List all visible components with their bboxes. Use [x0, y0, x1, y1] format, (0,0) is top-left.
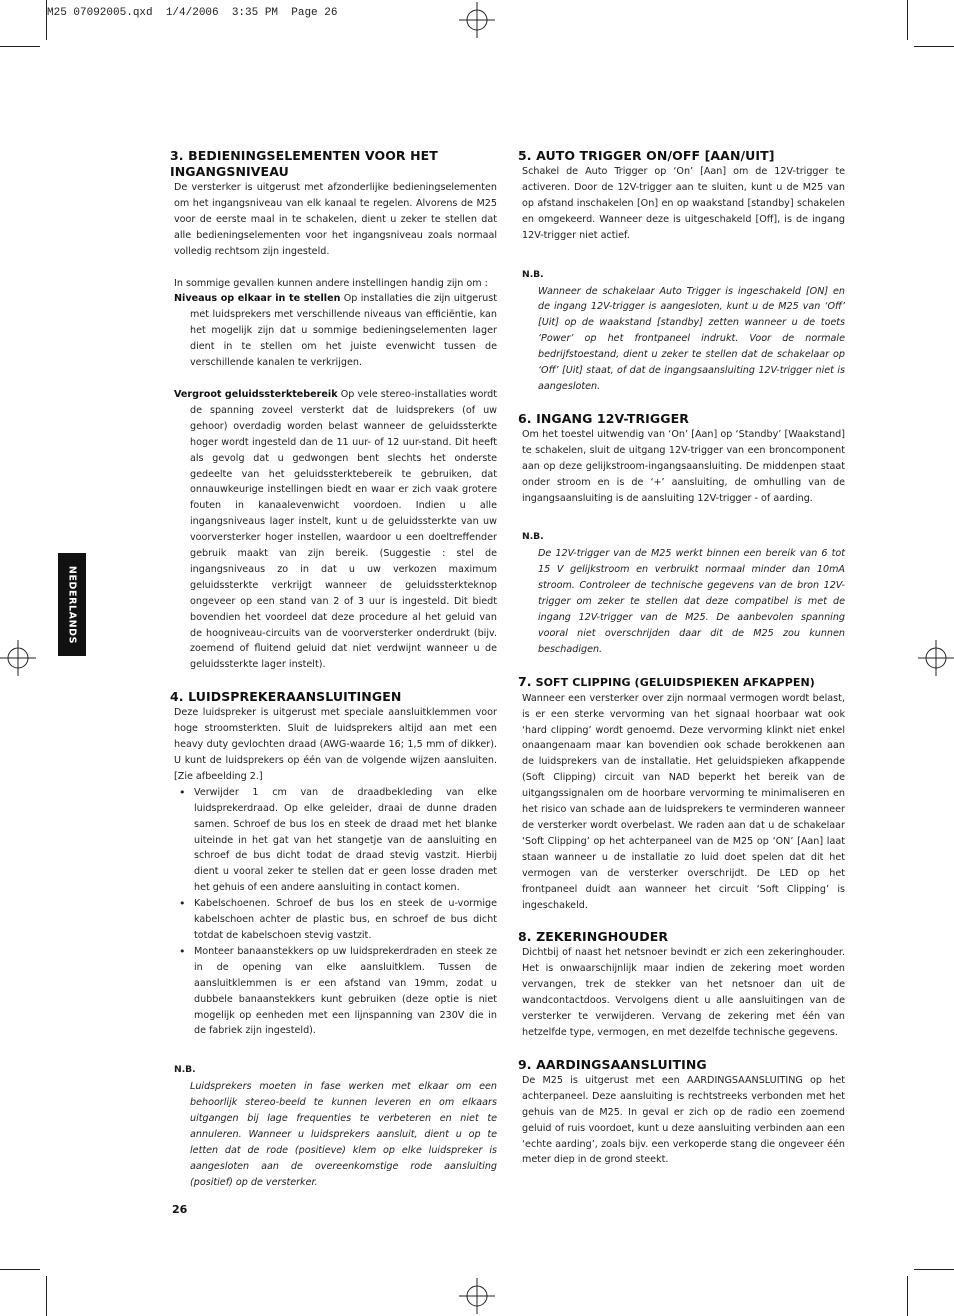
definition-item [174, 387, 497, 673]
crop-mark [46, 1276, 47, 1316]
section-body [170, 705, 497, 1039]
page-number: 26 [172, 1203, 188, 1216]
section-auto-trigger [518, 148, 845, 395]
registration-mark-icon [0, 640, 36, 676]
section-heading: 6. INGANG 12V-TRIGGER [518, 410, 690, 426]
right-column [518, 148, 845, 1184]
definition-text: Op installaties die zijn uitgerust met luidsprekers met verschillende niveaus van efficiëntie, kan het mogelijk zijn dat u sommige bedieningselementen lager dient in te stellen om het juiste evenwicht tussen de verschillende kanalen te verkrijgen. [190, 293, 497, 369]
bullet-list [174, 785, 497, 1040]
paragraph: Wanneer een versterker over zijn normaal vermogen wordt belast, is er een sterke vervorming van het signaal hoorbaar wat ook ‘hard clipping’ wordt genoemd. Deze vervorming klinkt niet enkel onaangenaam maar kan bovendien ook schade berokkenen aan de luidsprekers van de installatie. Het geluidspieken afkappende (Soft Clipping) circuit van NAD beperkt het bereik van de uitgangssignalen om de hoorbare vervorming te minimaliseren en het risico van schade aan de luidsprekers te verminderen wanneer de versterker wordt overbelast. We raden aan dat u de schakelaar ‘Soft Clipping’ op het achterpaneel van de M25 op ‘ON’ [Aan] laat staan wanneer u de installatie zo luid doet spelen dat dit het vermogen van de versterker overschrijdt. De LED op het frontpaneel duidt aan wanneer het circuit ‘Soft Clipping’ is ingeschakeld. [522, 692, 845, 911]
paragraph: De versterker is uitgerust met afzonderlijke bedieningselementen om het ingangsniveau van elk kanaal te regelen. Alvorens de M25 voor de eerste maal in te schakelen, dient u zeker te stellen dat alle bedieningselementen voor het ingangsniveau zoals normaal volledig rechtsom zijn ingesteld. [174, 182, 497, 257]
section-heading: 8. ZEKERINGHOUDER [518, 929, 669, 945]
section-heading: 5. AUTO TRIGGER ON/OFF [AAN/UIT] [518, 148, 775, 163]
note-label: N.B. [522, 268, 544, 280]
crop-mark [914, 46, 954, 47]
registration-mark-icon [459, 1278, 495, 1314]
section-speaker-connections [170, 689, 497, 1190]
registration-mark-icon [918, 640, 954, 676]
language-tab-label: NEDERLANDS [66, 565, 78, 644]
registration-mark-icon [459, 2, 495, 38]
section-body [518, 427, 845, 507]
crop-mark [0, 46, 40, 47]
crop-mark [907, 1276, 908, 1316]
list-item: • Verwijder 1 cm van de draadbekleding van elke luidsprekerdraad. Op elke geleider, draai de dunne draden samen. Schroef de bus los en steek de draad met het blanke uiteinde in het gat van het stangetje van de aansluiting en schroef de bus dicht todat de draad stevig vastzit. Hierbij dient u vooral zeker te stellen dat er geen losse draden met het gehuis of een andere aansluiting in contact komen. [194, 785, 497, 896]
section-body [518, 945, 845, 1040]
paragraph: Schakel de Auto Trigger op ‘On’ [Aan] om de 12V-trigger te activeren. Door de 12V-trigger aan te sluiten, kunt u de M25 van op afstand inschakelen [On] en op waakstand [standby] schakelen en omgekeerd. Wanneer deze is uitgeschakeld [Off], is de ingang 12V-trigger niet actief. [522, 166, 845, 241]
section-heading: 4. LUIDSPREKERAANSLUITINGEN [170, 689, 402, 705]
paragraph: In sommige gevallen kunnen andere instellingen handig zijn om : [174, 277, 488, 289]
section-soft-clipping [518, 674, 845, 914]
note-label: N.B. [522, 531, 544, 543]
section-ground-connection [518, 1057, 845, 1168]
paragraph: Om het toestel uitwendig van ‘On’ [Aan] op ‘Standby’ [Waakstand] te schakelen, sluit de uitgang 12V-trigger van een broncomponent aan op deze gelijkstroom-ingangsaansluiting. De middenpen staat onder stroom en is de ‘+’ aansluiting, de omhulling van de ingangsaansluiting is de aansluiting 12V-trigger - of aarding. [522, 428, 845, 504]
definition-term: Vergroot geluidssterktebereik [174, 388, 338, 400]
section-heading: 9. AARDINGSAANSLUITING [518, 1056, 707, 1072]
section-input-level-controls [170, 148, 497, 673]
section-fuse-holder [518, 929, 845, 1040]
section-body [518, 691, 845, 914]
crop-mark [907, 0, 908, 40]
list-item: • Monteer banaanstekkers op uw luidsprekerdraden en steek ze in de opening van elke aansluitklem. Tussen de aansluitklemmen is er een afstand van 19mm, zodat u dubbele banaanstekkers kunt gebruiken (deze optie is niet mogelijk op eenheden met een lijnspanning van 230V die in de fabriek zijn ingesteld). [194, 944, 497, 1039]
section-heading: 3. BEDIENINGSELEMENTEN VOOR HET INGANGSNIVEAU [170, 148, 438, 179]
left-column [170, 148, 497, 1207]
note-label: N.B. [174, 1064, 196, 1076]
definition-item [174, 291, 497, 371]
section-heading [518, 674, 845, 691]
definition-term: Niveaus op elkaar in te stellen [174, 293, 341, 305]
note-text: Luidsprekers moeten in fase werken met elkaar om een behoorlijk stereo-beeld te kunnen leveren en om elkaars uitgangen bij lage frequenties te verbeteren en niet te annuleren. Wanneer u luidsprekers aansluit, dient u op te letten dat de rode (positieve) klem op elke luidspreker is aangesloten aan de overeenkomstige rode aansluiting (positief) op de versterker. [190, 1081, 497, 1188]
crop-mark [914, 1269, 954, 1270]
section-body [170, 180, 497, 673]
note-text: Wanneer de schakelaar Auto Trigger is ingeschakeld [ON] en de ingang 12V-trigger is aangesloten, kunt u de M25 van ‘Off’ [Uit] op de waakstand [standby] zetten wanneer u de toets ‘Power’ op het frontpaneel indrukt. Voor de normale bedrijfstoestand, dient u zeker te stellen dat de schakelaar op ‘Off’ [Uit] staat, of dat de ingangsaansluiting 12V-trigger niet is aangesloten. [538, 285, 845, 392]
heading-text: SOFT CLIPPING (GELUIDSPIEKEN AFKAPPEN) [531, 675, 815, 689]
crop-mark [46, 0, 47, 40]
list-item: • Kabelschoenen. Schroef de bus los en steek de u-vormige kabelschoen achter de plastic bus, en schroef de bus dicht totdat de kabelschoen stevig vastzit. [194, 896, 497, 944]
section-body [518, 1073, 845, 1168]
crop-mark [0, 1269, 40, 1270]
paragraph: De M25 is uitgerust met een AARDINGSAANSLUITING op het achterpaneel. Deze aansluiting is rechtstreeks verbonden met het gehuis van de M25. In geval er zich op de radio een zoemend geluid of ruis voordoet, kunt u deze aansluiting verbinden aan een ‘echte aarding’, zoals bijv. een verkoperde stang die ongeveer één meter diep in de grond steekt. [522, 1074, 845, 1166]
section-body [518, 164, 845, 244]
print-slug: M25 07092005.qxd 1/4/2006 3:35 PM Page 26 [47, 7, 338, 19]
definition-text: Op vele stereo-installaties wordt de spanning zoveel versterkt dat de luidsprekers (of uw gehoor) overdadig worden belast wanneer de geluidssterkte hoger wordt ingesteld dan de 11 uur- of 12 uur-stand. Dit heeft als gevolg dat u gedwongen bent slechts het onderste gedeelte van het geluidssterktebereik te gebruiken, dat onnauwkeurige instellingen biedt en waar er zich vaak grotere fouten in kanaalevenwicht voordoen. Indien u alle ingangsniveaus lager instelt, kunt u de geluidssterkte van uw voorversterker hoger instellen, waardoor u een doeltreffender gebruik maakt van zijn bereik. (Suggestie : stel de ingangsniveaus zo in dat u uw verkozen maximum geluidssterkte verkrijgt wanneer de geluidssterkteknop ongeveer op een stand van 2 of 3 uur is ingesteld. Dit biedt bovendien het voordeel dat deze procedure al het geluid van de hoogniveau-circuits van de voorversterker onderdrukt (bijv. zoemend of fluitend geluid dat niet verdwijnt wanneer u de geluidssterkte lager instelt). [190, 388, 498, 671]
paragraph: Dichtbij of naast het netsnoer bevindt er zich een zekeringhouder. Het is onwaarschijnlijk maar indien de zekering moet worden vervangen, trek de stekker van het netsnoer dan uit de wandcontactdoos. Vervolgens dient u alle aansluitingen van de versterker te verwijderen. Vervang de zekering met één van hetzelfde type, vermogen, en met dezelfde technische gegevens. [522, 947, 845, 1038]
language-side-tab [58, 553, 86, 656]
heading-number: 7. [518, 673, 532, 689]
paragraph: Deze luidspreker is uitgerust met speciale aansluitklemmen voor hoge stroomsterkten. Sluit de luidsprekers altijd aan met een heavy duty gevlochten draad (AWG-waarde 16; 1,5 mm of dikker). U kunt de luidsprekers op één van de volgende wijzen aansluiten. [Zie afbeelding 2.] [174, 707, 497, 782]
note-text: De 12V-trigger van de M25 werkt binnen een bereik van 6 tot 15 V gelijkstroom en verbruikt normaal minder dan 10mA stroom. Controleer de technische gegevens van de bron 12V-trigger om zeker te stellen dat deze compatibel is met de ingang 12V-trigger van de M25. De aanbevolen spanning vooral niet overschrijden daar dit de M25 zou kunnen beschadigen. [538, 548, 845, 655]
section-12v-trigger-input [518, 411, 845, 658]
